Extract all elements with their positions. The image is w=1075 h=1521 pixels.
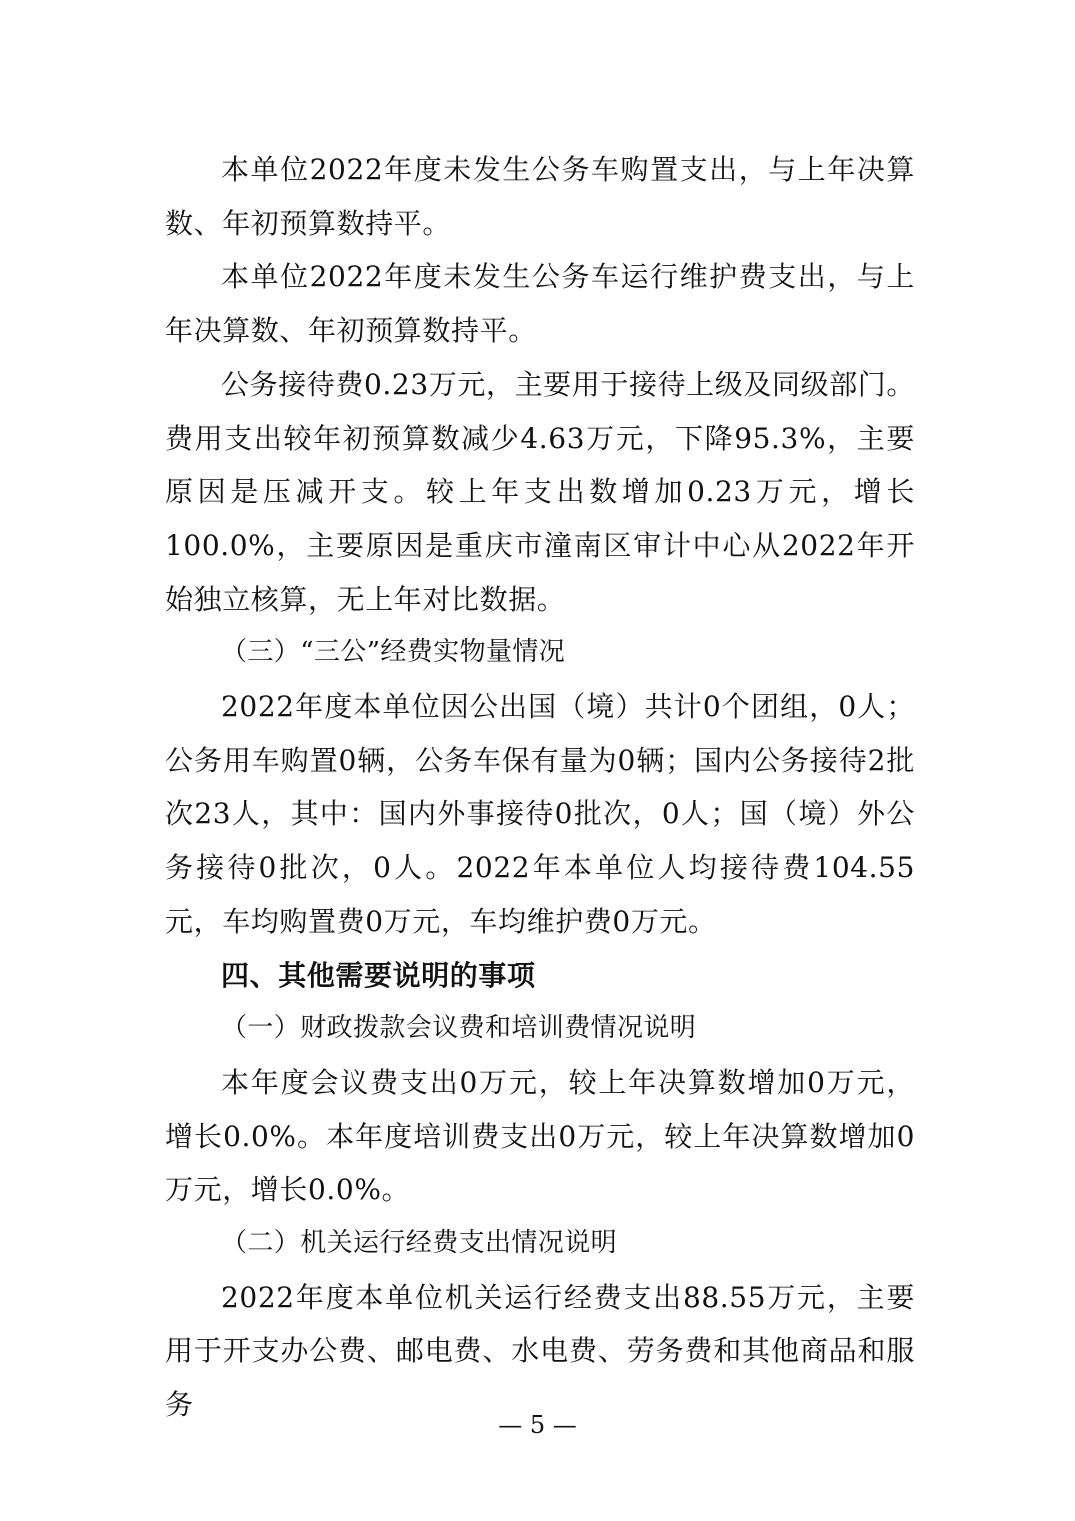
section-3-heading: （三）“三公”经费实物量情况	[221, 637, 566, 668]
part-4-sub1-paragraph: 本年度会议费支出0万元，较上年决算数增加0万元，增长0.0%。本年度培训费支出0万元，较上年决算数增加0万元，增长0.0%。	[165, 1065, 915, 1207]
part-4-heading: 四、其他需要说明的事项	[221, 958, 536, 992]
paragraph-vehicle-maintenance: 本单位2022年度未发生公务车运行维护费支出，与上年决算数、年初预算数持平。	[165, 260, 915, 348]
page-number: — 5 —	[498, 1411, 577, 1439]
section-3-paragraph: 2022年度本单位因公出国（境）共计0个团组，0人；公务用车购置0辆，公务车保有量为0辆；国内公务接待2批次23人，其中：国内外事接待0批次，0人；国（境）外公务接待0批次，0人。2022年本单位人均接待费104.55元，车均购置费0万元，车均维护费0万元。	[165, 690, 915, 938]
part-4-sub2-heading: （二）机关运行经费支出情况说明	[221, 1228, 618, 1259]
document-body	[165, 143, 915, 1432]
part-4-sub1-heading: （一）财政拨款会议费和培训费情况说明	[221, 1013, 697, 1044]
paragraph-reception-expense: 公务接待费0.23万元，主要用于接待上级及同级部门。费用支出较年初预算数减少4.63万元，下降95.3%，主要原因是压减开支。较上年支出数增加0.23万元，增长100.0%，主要原因是重庆市潼南区审计中心从2022年开始独立核算，无上年对比数据。	[165, 367, 915, 616]
paragraph-vehicle-purchase: 本单位2022年度未发生公务车购置支出，与上年决算数、年初预算数持平。	[165, 153, 915, 240]
part-4-sub2-paragraph: 2022年度本单位机关运行经费支出88.55万元，主要用于开支办公费、邮电费、水电费、劳务费和其他商品和服务	[165, 1280, 915, 1422]
